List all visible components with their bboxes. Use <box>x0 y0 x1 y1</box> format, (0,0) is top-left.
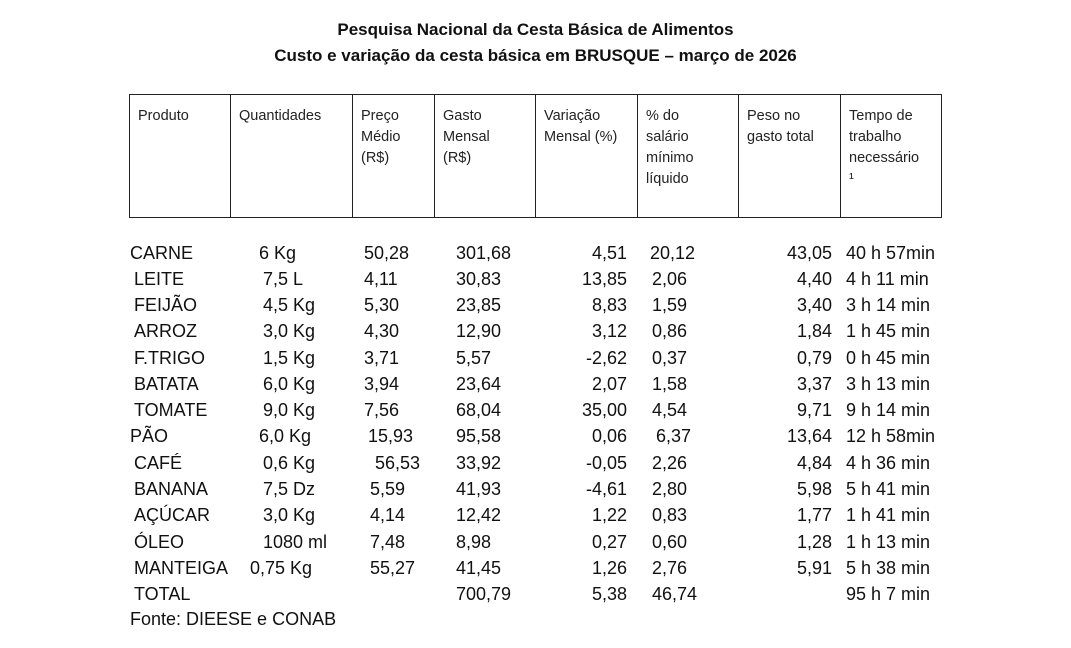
cell-gasto: 68,04 <box>456 400 502 420</box>
cell-peso: 5,98 <box>796 479 832 499</box>
cell-preco: 5,30 <box>364 295 400 315</box>
cell-variacao: 3,12 <box>591 321 627 341</box>
cell-variacao: 0,27 <box>591 532 627 552</box>
cell-peso: 43,05 <box>786 243 832 263</box>
cell-quantidade: 0,6 Kg <box>263 453 316 473</box>
table-row <box>0 269 1071 295</box>
cell-salario: 0,86 <box>652 321 688 341</box>
cell-variacao: 1,26 <box>591 558 627 578</box>
cell-quantidade: 9,0 Kg <box>263 400 316 420</box>
total-label: TOTAL <box>134 584 191 604</box>
cell-variacao: 13,85 <box>581 269 627 289</box>
report-title: Pesquisa Nacional da Cesta Básica de Alimentos <box>337 20 734 39</box>
cell-variacao: -2,62 <box>585 348 627 368</box>
cell-salario: 0,83 <box>652 505 688 525</box>
cell-quantidade: 6 Kg <box>259 243 297 263</box>
cell-peso: 4,84 <box>796 453 832 473</box>
total-variacao: 5,38 <box>591 584 627 604</box>
cell-gasto: 23,64 <box>456 374 502 394</box>
cell-salario: 2,80 <box>652 479 688 499</box>
table-row <box>0 479 1071 505</box>
cell-salario: 4,54 <box>652 400 688 420</box>
cell-preco: 4,11 <box>364 269 398 289</box>
cell-produto: PÃO <box>130 426 169 446</box>
cell-tempo: 5 h 38 min <box>846 558 931 578</box>
table-row <box>0 295 1071 321</box>
cell-quantidade: 3,0 Kg <box>263 505 316 525</box>
cell-gasto: 8,98 <box>456 532 492 552</box>
cell-quantidade: 0,75 Kg <box>250 558 313 578</box>
cell-quantidade: 7,5 Dz <box>263 479 316 499</box>
cell-gasto: 41,45 <box>456 558 502 578</box>
cell-salario: 20,12 <box>650 243 696 263</box>
table-row <box>0 348 1071 374</box>
cell-peso: 0,79 <box>796 348 832 368</box>
table-row <box>0 505 1071 531</box>
total-tempo: 95 h 7 min <box>846 584 931 604</box>
cell-peso: 1,77 <box>796 505 832 525</box>
cell-preco: 15,93 <box>368 426 414 446</box>
cell-quantidade: 4,5 Kg <box>263 295 316 315</box>
cell-gasto: 12,90 <box>456 321 502 341</box>
cell-salario: 2,06 <box>652 269 688 289</box>
cell-produto: BANANA <box>134 479 209 499</box>
cell-variacao: 8,83 <box>591 295 627 315</box>
table-row <box>0 400 1071 426</box>
cell-peso: 1,84 <box>796 321 832 341</box>
cell-variacao: 2,07 <box>591 374 627 394</box>
cell-variacao: -0,05 <box>585 453 627 473</box>
cell-tempo: 1 h 41 min <box>846 505 931 525</box>
cell-produto: FEIJÃO <box>134 295 198 315</box>
cell-salario: 0,60 <box>652 532 688 552</box>
report-subtitle: Custo e variação da cesta básica em BRUSQUE – março de 2026 <box>274 46 797 65</box>
cell-gasto: 30,83 <box>456 269 502 289</box>
cell-salario: 2,26 <box>652 453 688 473</box>
cell-salario: 1,58 <box>652 374 688 394</box>
cell-gasto: 95,58 <box>456 426 502 446</box>
cell-variacao: -4,61 <box>585 479 627 499</box>
cell-produto: BATATA <box>134 374 199 394</box>
cell-produto: ARROZ <box>134 321 197 341</box>
header-peso: Peso no gasto total <box>739 95 841 218</box>
table-row <box>0 532 1071 558</box>
cell-variacao: 1,22 <box>591 505 627 525</box>
cell-quantidade: 1,5 Kg <box>263 348 316 368</box>
header-gasto: Gasto Mensal (R$) <box>435 95 536 218</box>
cell-quantidade: 6,0 Kg <box>259 426 312 446</box>
table-row <box>0 374 1071 400</box>
header-tempo: Tempo de trabalho necessário ¹ <box>841 95 942 218</box>
cell-preco: 3,94 <box>364 374 400 394</box>
cell-peso: 13,64 <box>786 426 832 446</box>
cell-tempo: 12 h 58min <box>846 426 936 446</box>
cell-gasto: 301,68 <box>456 243 512 263</box>
cell-gasto: 5,57 <box>456 348 492 368</box>
table-row <box>0 321 1071 347</box>
cell-peso: 1,28 <box>796 532 832 552</box>
cell-preco: 7,56 <box>364 400 400 420</box>
cell-gasto: 23,85 <box>456 295 502 315</box>
cell-produto: LEITE <box>134 269 185 289</box>
cell-gasto: 33,92 <box>456 453 502 473</box>
cell-preco: 50,28 <box>364 243 410 263</box>
cell-produto: MANTEIGA <box>134 558 229 578</box>
cell-tempo: 4 h 36 min <box>846 453 931 473</box>
cell-gasto: 12,42 <box>456 505 502 525</box>
cell-quantidade: 6,0 Kg <box>263 374 316 394</box>
header-preco: Preço Médio (R$) <box>353 95 435 218</box>
cell-preco: 56,53 <box>375 453 421 473</box>
cell-salario: 2,76 <box>652 558 688 578</box>
cell-produto: CARNE <box>130 243 194 263</box>
source-note: Fonte: DIEESE e CONAB <box>130 609 337 629</box>
cell-preco: 4,30 <box>364 321 400 341</box>
cell-variacao: 4,51 <box>591 243 627 263</box>
cell-produto: AÇÚCAR <box>134 505 211 525</box>
cell-preco: 4,14 <box>370 505 406 525</box>
total-salario: 46,74 <box>652 584 698 604</box>
cell-preco: 3,71 <box>364 348 400 368</box>
table-row <box>0 453 1071 479</box>
header-table <box>129 94 942 218</box>
cell-tempo: 3 h 14 min <box>846 295 931 315</box>
cell-tempo: 5 h 41 min <box>846 479 931 499</box>
cell-peso: 3,40 <box>796 295 832 315</box>
total-gasto: 700,79 <box>456 584 512 604</box>
cell-quantidade: 1080 ml <box>263 532 328 552</box>
cell-salario: 0,37 <box>652 348 688 368</box>
cell-tempo: 3 h 13 min <box>846 374 931 394</box>
cell-produto: CAFÉ <box>134 453 183 473</box>
cell-produto: ÓLEO <box>134 532 185 552</box>
cell-tempo: 4 h 11 min <box>846 269 929 289</box>
cell-tempo: 0 h 45 min <box>846 348 931 368</box>
cell-tempo: 40 h 57min <box>846 243 936 263</box>
cell-preco: 5,59 <box>370 479 406 499</box>
table-row <box>0 558 1071 584</box>
cell-salario: 6,37 <box>656 426 692 446</box>
cell-salario: 1,59 <box>652 295 688 315</box>
header-produto: Produto <box>130 95 231 218</box>
cell-variacao: 35,00 <box>581 400 627 420</box>
header-salario: % do salário mínimo líquido <box>638 95 739 218</box>
cell-variacao: 0,06 <box>591 426 627 446</box>
cell-quantidade: 7,5 L <box>263 269 304 289</box>
table-row <box>0 426 1071 452</box>
cell-tempo: 9 h 14 min <box>846 400 931 420</box>
cell-peso: 9,71 <box>796 400 832 420</box>
header-variacao: Variação Mensal (%) <box>536 95 638 218</box>
cell-tempo: 1 h 45 min <box>846 321 931 341</box>
cell-preco: 7,48 <box>370 532 406 552</box>
total-row <box>0 584 1071 610</box>
cell-peso: 5,91 <box>796 558 832 578</box>
cell-peso: 4,40 <box>796 269 832 289</box>
cell-gasto: 41,93 <box>456 479 502 499</box>
cell-peso: 3,37 <box>796 374 832 394</box>
cell-tempo: 1 h 13 min <box>846 532 931 552</box>
table-row <box>0 243 1071 269</box>
cell-preco: 55,27 <box>370 558 416 578</box>
cell-produto: F.TRIGO <box>134 348 205 368</box>
cell-produto: TOMATE <box>134 400 208 420</box>
header-quantidades: Quantidades <box>231 95 353 218</box>
cell-quantidade: 3,0 Kg <box>263 321 316 341</box>
